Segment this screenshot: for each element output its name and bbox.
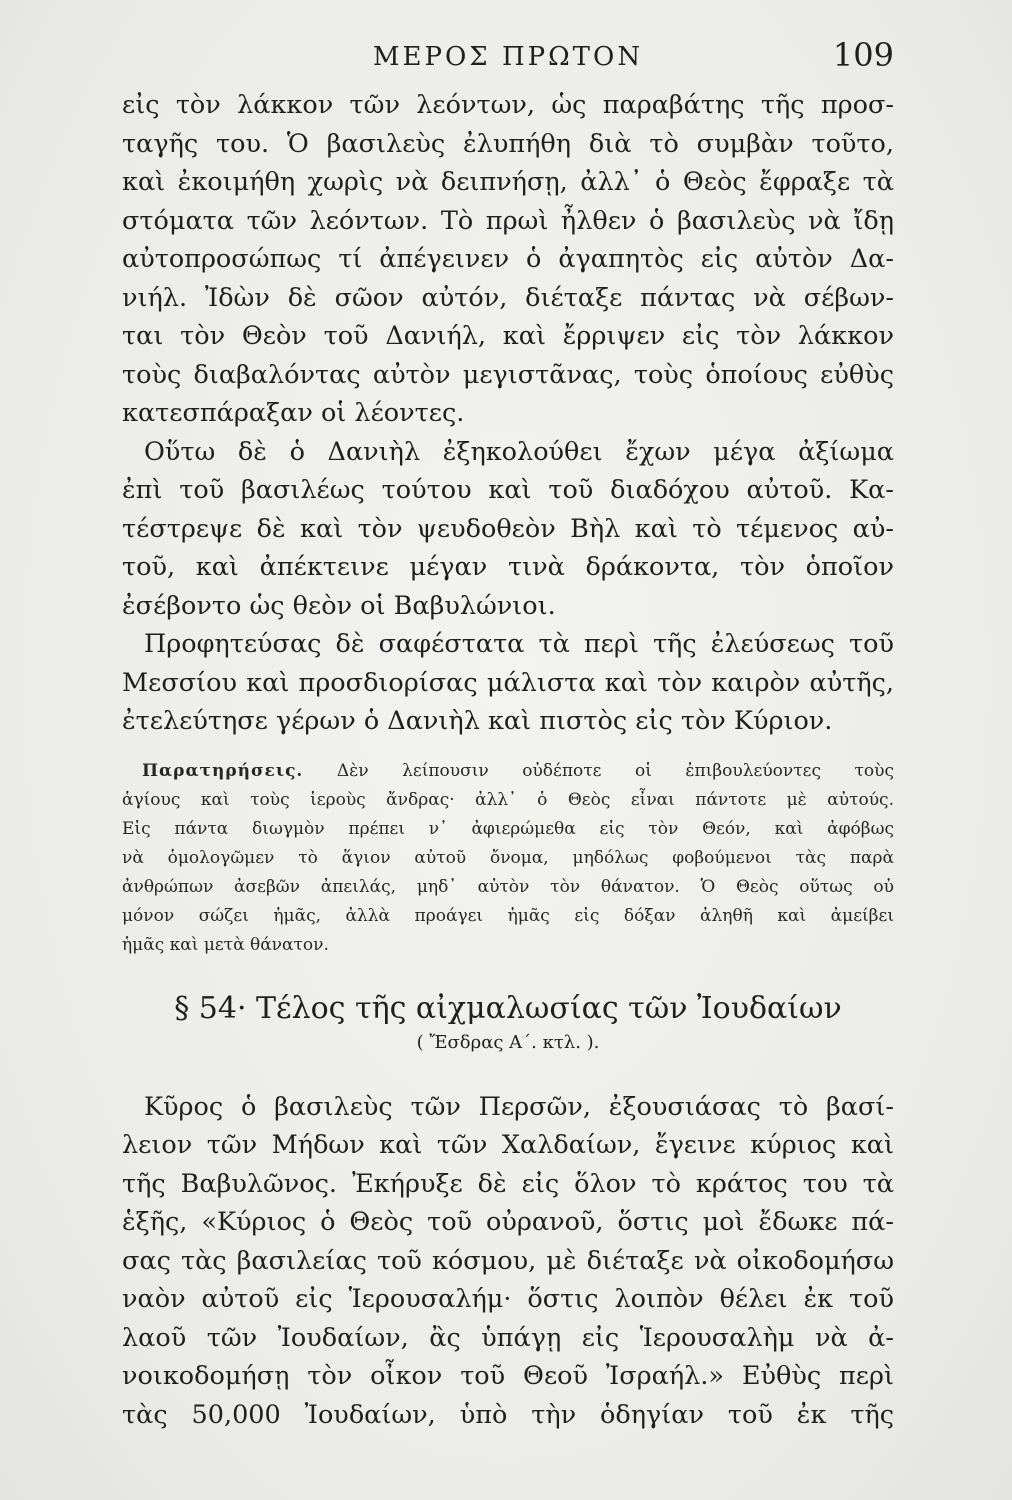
section-text (122, 1088, 894, 1435)
note-line: ἀνθρώπων ἀσεβῶν ἀπειλάς, μηδ᾽ αὐτὸν τὸν θάνατον. Ὁ Θεὸς οὕτως οὐ (122, 876, 894, 897)
paragraph-3 (122, 625, 894, 741)
text-line: τοῦ, καὶ ἀπέκτεινε μέγαν τινὰ δράκοντα, τὸν ὁποῖον (122, 552, 894, 582)
text-line: ναὸν αὐτοῦ εἰς Ἱερουσαλήμ· ὅστις λοιπὸν θέλει ἐκ τοῦ (122, 1284, 894, 1314)
note-line: νὰ ὁμολογῶμεν τὸ ἅγιον αὐτοῦ ὄνομα, μηδόλως φοβούμενοι τὰς παρὰ (122, 847, 894, 868)
text-line: λειον τῶν Μήδων καὶ τῶν Χαλδαίων, ἔγεινε κύριος καὶ (122, 1130, 894, 1160)
paragraph-1 (122, 86, 894, 433)
text-line: ἐσέβοντο ὡς θεὸν οἱ Βαβυλώνιοι. (122, 590, 556, 621)
text-line: νοικοδομήσῃ τὸν οἶκον τοῦ Θεοῦ Ἰσραήλ.» Εὐθὺς περὶ (122, 1361, 894, 1391)
text-line: κατεσπάραξαν οἱ λέοντες. (122, 398, 465, 428)
notes-label: Παρατηρήσεις. (142, 760, 304, 781)
text-line: ταγῆς του. Ὁ βασιλεὺς ἐλυπήθη διὰ τὸ συμβὰν τοῦτο, (122, 128, 894, 159)
paragraph-2 (122, 433, 894, 626)
text-line: εἰς τὸν λάκκον τῶν λεόντων, ὡς παραβάτης τῆς προσ- (122, 90, 894, 120)
notes-first-line (122, 757, 894, 786)
text-line: Προφητεύσας δὲ σαφέστατα τὰ περὶ τῆς ἐλεύσεως τοῦ (144, 629, 894, 659)
text-line: τοὺς διαβαλόντας αὐτὸν μεγιστᾶνας, τοὺς ὁποίους εὐθὺς (122, 359, 894, 390)
page-number: 109 (832, 36, 894, 74)
text-line: Κῦρος ὁ βασιλεὺς τῶν Περσῶν, ἐξουσιάσας τὸ βασί- (144, 1091, 894, 1122)
text-line: λαοῦ τῶν Ἰουδαίων, ἂς ὑπάγῃ εἰς Ἱερουσαλὴμ νὰ ἀ- (122, 1322, 894, 1353)
text-line: τῆς Βαβυλῶνος. Ἐκήρυξε δὲ εἰς ὅλον τὸ κράτος του τὰ (122, 1168, 894, 1199)
text-line: καὶ ἐκοιμήθη χωρὶς νὰ δειπνήσῃ, ἀλλ᾽ ὁ Θεὸς ἔφραξε τὰ (122, 167, 894, 197)
running-head (122, 32, 894, 86)
text-line: ται τὸν Θεὸν τοῦ Δανιήλ, καὶ ἔρριψεν εἰς τὸν λάκκον (122, 321, 894, 351)
text-line: ἐτελεύτησε γέρων ὁ Δανιὴλ καὶ πιστὸς εἰς τὸν Κύριον. (122, 706, 833, 736)
section-subheading: ( Ἔσδρας Α΄. κτλ. ). (416, 1031, 600, 1053)
text-line: ἑξῆς, «Κύριος ὁ Θεὸς τοῦ οὐρανοῦ, ὅστις μοὶ ἔδωκε πά- (122, 1207, 894, 1237)
text-line: Οὕτω δὲ ὁ Δανιὴλ ἐξηκολούθει ἔχων μέγα ἀξίωμα (144, 436, 894, 467)
main-text (122, 86, 894, 741)
text-line: τέστρεψε δὲ καὶ τὸν ψευδοθεὸν Βὴλ καὶ τὸ τέμενος αὐ- (122, 513, 894, 544)
text-line: ἐπὶ τοῦ βασιλέως τούτου καὶ τοῦ διαδόχου αὐτοῦ. Κα- (122, 475, 894, 505)
note-line: Εἰς πάντα διωγμὸν πρέπει ν᾽ ἀφιερώμεθα εἰς τὸν Θεόν, καὶ ἀφόβως (122, 818, 894, 839)
running-title: ΜΕΡΟΣ ΠΡΩΤΟΝ (372, 42, 644, 72)
text-line: τὰς 50,000 Ἰουδαίων, ὑπὸ τὴν ὁδηγίαν τοῦ ἐκ τῆς (122, 1399, 894, 1430)
notes-block (122, 757, 894, 960)
text-line: Μεσσίου καὶ προσδιορίσας μάλιστα καὶ τὸν καιρὸν αὐτῆς, (122, 667, 894, 698)
text-line: αὐτοπροσώπως τί ἀπέγεινεν ὁ ἀγαπητὸς εἰς αὐτὸν Δα- (122, 244, 894, 274)
notes-first-text: Δὲν λείπουσιν οὐδέποτε οἱ ἐπιβουλεύοντες τοὺς (303, 760, 894, 781)
note-line: μόνον σώζει ἡμᾶς, ἀλλὰ προάγει ἡμᾶς εἰς δόξαν ἀληθῆ καὶ ἀμείβει (122, 905, 894, 926)
text-line: νιήλ. Ἰδὼν δὲ σῶον αὐτόν, διέταξε πάντας νὰ σέβων- (122, 282, 894, 313)
text-line: στόματα τῶν λεόντων. Τὸ πρωὶ ἦλθεν ὁ βασιλεὺς νὰ ἴδῃ (122, 205, 894, 236)
paragraph-4 (122, 1088, 894, 1435)
note-line: ἡμᾶς καὶ μετὰ θάνατον. (122, 934, 329, 955)
note-line: ἁγίους καὶ τοὺς ἱεροὺς ἄνδρας· ἀλλ᾽ ὁ Θεὸς εἶναι πάντοτε μὲ αὐτούς. (122, 789, 894, 810)
text-line: σας τὰς βασιλείας τοῦ κόσμου, μὲ διέταξε νὰ οἰκοδομήσω (122, 1245, 894, 1276)
section-heading: § 54· Τέλος τῆς αἰχμαλωσίας τῶν Ἰουδαίων (174, 990, 842, 1026)
